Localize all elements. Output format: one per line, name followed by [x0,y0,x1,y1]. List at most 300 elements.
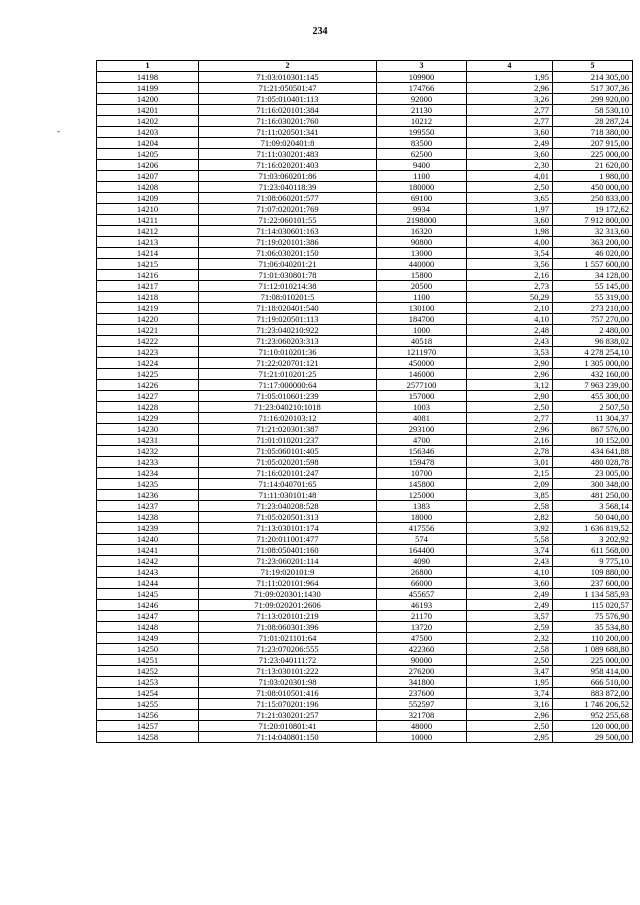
cadastral-number-cell: 71:03:020301:98 [199,677,377,688]
row-number-cell: 14229 [97,413,199,424]
value-cell: 55 319,00 [553,292,633,303]
row-number-cell: 14214 [97,248,199,259]
area-cell: 164400 [377,545,467,556]
row-number-cell: 14204 [97,138,199,149]
area-cell: 4081 [377,413,467,424]
rate-cell: 2,15 [467,468,553,479]
cadastral-number-cell: 71:21:030201:257 [199,710,377,721]
value-cell: 120 000,00 [553,721,633,732]
table-row [97,644,633,655]
area-cell: 321708 [377,710,467,721]
rate-cell: 3,60 [467,127,553,138]
rate-cell: 1,95 [467,72,553,83]
cadastral-number-cell: 71:01:010201:237 [199,435,377,446]
table-row [97,710,633,721]
rate-cell: 2,90 [467,391,553,402]
rate-cell: 2,73 [467,281,553,292]
table-row [97,369,633,380]
row-number-cell: 14226 [97,380,199,391]
rate-cell: 5,58 [467,534,553,545]
rate-cell: 2,96 [467,710,553,721]
value-cell: 109 880,00 [553,567,633,578]
value-cell: 225 000,00 [553,149,633,160]
cadastral-number-cell: 71:01:021101:64 [199,633,377,644]
rate-cell: 2,95 [467,732,553,743]
table-row [97,721,633,732]
table-row [97,105,633,116]
table-row [97,149,633,160]
value-cell: 58 530,10 [553,105,633,116]
row-number-cell: 14244 [97,578,199,589]
cadastral-number-cell: 71:08:060301:396 [199,622,377,633]
row-number-cell: 14215 [97,259,199,270]
cadastral-number-cell: 71:05:010601:239 [199,391,377,402]
row-number-cell: 14207 [97,171,199,182]
value-cell: 46 020,00 [553,248,633,259]
area-cell: 92000 [377,94,467,105]
value-cell: 455 300,00 [553,391,633,402]
rate-cell: 2,96 [467,424,553,435]
rate-cell: 3,26 [467,94,553,105]
cadastral-number-cell: 71:01:030801:78 [199,270,377,281]
rate-cell: 2,59 [467,622,553,633]
value-cell: 666 510,00 [553,677,633,688]
cadastral-number-cell: 71:23:040208:528 [199,501,377,512]
value-cell: 867 576,00 [553,424,633,435]
table-row [97,402,633,413]
cadastral-number-cell: 71:08:010501:416 [199,688,377,699]
cadastral-number-cell: 71:23:040210:922 [199,325,377,336]
cadastral-value-table [96,60,633,743]
rate-cell: 2,58 [467,644,553,655]
cadastral-number-cell: 71:03:060201:86 [199,171,377,182]
value-cell: 4 278 254,10 [553,347,633,358]
area-cell: 1000 [377,325,467,336]
cadastral-number-cell: 71:06:040201:21 [199,259,377,270]
row-number-cell: 14258 [97,732,199,743]
row-number-cell: 14242 [97,556,199,567]
area-cell: 156346 [377,446,467,457]
rate-cell: 2,50 [467,182,553,193]
table-row [97,633,633,644]
area-cell: 9934 [377,204,467,215]
area-cell: 574 [377,534,467,545]
column-header-1: 1 [97,61,199,72]
row-number-cell: 14200 [97,94,199,105]
rate-cell: 1,95 [467,677,553,688]
table-row [97,215,633,226]
table-row [97,688,633,699]
area-cell: 4090 [377,556,467,567]
cadastral-number-cell: 71:08:010201:5 [199,292,377,303]
table-row [97,281,633,292]
cadastral-number-cell: 71:11:020501:341 [199,127,377,138]
rate-cell: 4,00 [467,237,553,248]
value-cell: 481 250,00 [553,490,633,501]
table-row [97,534,633,545]
cadastral-number-cell: 71:05:020501:313 [199,512,377,523]
value-cell: 207 915,00 [553,138,633,149]
row-number-cell: 14208 [97,182,199,193]
area-cell: 21170 [377,611,467,622]
rate-cell: 2,50 [467,402,553,413]
cadastral-number-cell: 71:11:020101:964 [199,578,377,589]
rate-cell: 3,85 [467,490,553,501]
row-number-cell: 14255 [97,699,199,710]
rate-cell: 2,10 [467,303,553,314]
row-number-cell: 14248 [97,622,199,633]
area-cell: 40518 [377,336,467,347]
table-row [97,325,633,336]
rate-cell: 2,50 [467,721,553,732]
area-cell: 276200 [377,666,467,677]
cadastral-number-cell: 71:15:070201:196 [199,699,377,710]
value-cell: 110 200,00 [553,633,633,644]
table-row [97,424,633,435]
rate-cell: 2,77 [467,413,553,424]
table-row [97,380,633,391]
table-row [97,127,633,138]
table-row [97,677,633,688]
row-number-cell: 14234 [97,468,199,479]
cadastral-number-cell: 71:07:020201:769 [199,204,377,215]
cadastral-number-cell: 71:09:020301:1430 [199,589,377,600]
value-cell: 1 134 585,93 [553,589,633,600]
table-row [97,666,633,677]
value-cell: 2 480,00 [553,325,633,336]
value-cell: 480 028,78 [553,457,633,468]
table-row [97,303,633,314]
cadastral-number-cell: 71:16:030201:760 [199,116,377,127]
rate-cell: 4,10 [467,314,553,325]
rate-cell: 2,78 [467,446,553,457]
area-cell: 455657 [377,589,467,600]
rate-cell: 3,60 [467,215,553,226]
row-number-cell: 14205 [97,149,199,160]
cadastral-number-cell: 71:13:030101:174 [199,523,377,534]
table-row [97,501,633,512]
cadastral-number-cell: 71:20:010801:41 [199,721,377,732]
area-cell: 48000 [377,721,467,732]
cadastral-number-cell: 71:22:060101:55 [199,215,377,226]
table-row [97,138,633,149]
table-row [97,391,633,402]
row-number-cell: 14253 [97,677,199,688]
rate-cell: 2,90 [467,358,553,369]
value-cell: 115 020,57 [553,600,633,611]
table-row [97,314,633,325]
area-cell: 26800 [377,567,467,578]
area-cell: 9400 [377,160,467,171]
value-cell: 19 172,62 [553,204,633,215]
row-number-cell: 14249 [97,633,199,644]
table-header [97,61,633,72]
rate-cell: 50,29 [467,292,553,303]
row-number-cell: 14227 [97,391,199,402]
area-cell: 146000 [377,369,467,380]
cadastral-number-cell: 71:05:010401:113 [199,94,377,105]
area-cell: 20500 [377,281,467,292]
table-row [97,171,633,182]
cadastral-number-cell: 71:08:060201:577 [199,193,377,204]
rate-cell: 2,48 [467,325,553,336]
column-header-5: 5 [553,61,633,72]
cadastral-number-cell: 71:13:020101:219 [199,611,377,622]
rate-cell: 3,74 [467,688,553,699]
area-cell: 109900 [377,72,467,83]
page-number: 234 [312,26,328,37]
row-number-cell: 14203 [97,127,199,138]
column-header-4: 4 [467,61,553,72]
value-cell: 9 775,10 [553,556,633,567]
table-row [97,435,633,446]
table-row [97,160,633,171]
row-number-cell: 14231 [97,435,199,446]
table-row [97,446,633,457]
rate-cell: 2,77 [467,105,553,116]
table-body [97,72,633,743]
cadastral-number-cell: 71:09:020401:8 [199,138,377,149]
cadastral-number-cell: 71:18:020401:540 [199,303,377,314]
table-row [97,270,633,281]
rate-cell: 2,82 [467,512,553,523]
area-cell: 184700 [377,314,467,325]
rate-cell: 3,57 [467,611,553,622]
row-number-cell: 14230 [97,424,199,435]
area-cell: 1211970 [377,347,467,358]
rate-cell: 3,47 [467,666,553,677]
row-number-cell: 14250 [97,644,199,655]
value-cell: 35 534,80 [553,622,633,633]
rate-cell: 2,58 [467,501,553,512]
cadastral-number-cell: 71:08:050401:160 [199,545,377,556]
margin-mark: - [57,126,60,136]
rate-cell: 3,60 [467,578,553,589]
table-row [97,292,633,303]
value-cell: 611 568,00 [553,545,633,556]
rate-cell: 3,92 [467,523,553,534]
value-cell: 21 620,00 [553,160,633,171]
row-number-cell: 14211 [97,215,199,226]
rate-cell: 4,01 [467,171,553,182]
table-row [97,94,633,105]
area-cell: 1100 [377,171,467,182]
value-cell: 23 005,00 [553,468,633,479]
rate-cell: 2,16 [467,270,553,281]
area-cell: 21130 [377,105,467,116]
value-cell: 883 872,00 [553,688,633,699]
cadastral-number-cell: 71:19:020101:386 [199,237,377,248]
value-cell: 28 287,24 [553,116,633,127]
area-cell: 174766 [377,83,467,94]
value-cell: 434 641,88 [553,446,633,457]
row-number-cell: 14232 [97,446,199,457]
rate-cell: 1,97 [467,204,553,215]
rate-cell: 1,98 [467,226,553,237]
value-cell: 2 507,50 [553,402,633,413]
column-header-2: 2 [199,61,377,72]
rate-cell: 3,65 [467,193,553,204]
table-row [97,116,633,127]
rate-cell: 2,50 [467,655,553,666]
value-cell: 1 305 000,00 [553,358,633,369]
row-number-cell: 14238 [97,512,199,523]
row-number-cell: 14225 [97,369,199,380]
row-number-cell: 14201 [97,105,199,116]
value-cell: 300 348,00 [553,479,633,490]
area-cell: 10000 [377,732,467,743]
row-number-cell: 14199 [97,83,199,94]
value-cell: 34 128,00 [553,270,633,281]
row-number-cell: 14212 [97,226,199,237]
row-number-cell: 14245 [97,589,199,600]
row-number-cell: 14247 [97,611,199,622]
value-cell: 250 833,00 [553,193,633,204]
value-cell: 1 980,00 [553,171,633,182]
table-row [97,523,633,534]
area-cell: 422360 [377,644,467,655]
value-cell: 75 576,90 [553,611,633,622]
cadastral-number-cell: 71:12:010214:38 [199,281,377,292]
area-cell: 47500 [377,633,467,644]
row-number-cell: 14252 [97,666,199,677]
area-cell: 15800 [377,270,467,281]
rate-cell: 3,53 [467,347,553,358]
area-cell: 130100 [377,303,467,314]
row-number-cell: 14210 [97,204,199,215]
row-number-cell: 14206 [97,160,199,171]
area-cell: 1003 [377,402,467,413]
row-number-cell: 14218 [97,292,199,303]
table-row [97,622,633,633]
row-number-cell: 14224 [97,358,199,369]
table-row [97,226,633,237]
cadastral-number-cell: 71:16:020201:403 [199,160,377,171]
table-row [97,72,633,83]
value-cell: 29 500,00 [553,732,633,743]
rate-cell: 3,01 [467,457,553,468]
row-number-cell: 14236 [97,490,199,501]
area-cell: 199550 [377,127,467,138]
area-cell: 1383 [377,501,467,512]
rate-cell: 3,16 [467,699,553,710]
row-number-cell: 14256 [97,710,199,721]
area-cell: 237600 [377,688,467,699]
rate-cell: 3,54 [467,248,553,259]
table-row [97,457,633,468]
table-row [97,545,633,556]
row-number-cell: 14223 [97,347,199,358]
cadastral-number-cell: 71:21:050501:47 [199,83,377,94]
table-row [97,259,633,270]
value-cell: 7 963 239,00 [553,380,633,391]
rate-cell: 2,96 [467,369,553,380]
value-cell: 517 307,36 [553,83,633,94]
row-number-cell: 14213 [97,237,199,248]
cadastral-number-cell: 71:21:020301:387 [199,424,377,435]
cadastral-number-cell: 71:05:020201:598 [199,457,377,468]
cadastral-number-cell: 71:14:040801:150 [199,732,377,743]
rate-cell: 2,32 [467,633,553,644]
value-cell: 273 210,00 [553,303,633,314]
row-number-cell: 14246 [97,600,199,611]
cadastral-number-cell: 71:23:040118:39 [199,182,377,193]
table-row [97,490,633,501]
cadastral-number-cell: 71:14:040701:65 [199,479,377,490]
area-cell: 10212 [377,116,467,127]
value-cell: 952 255,68 [553,710,633,721]
cadastral-number-cell: 71:14:030601:163 [199,226,377,237]
table-row [97,567,633,578]
table-row [97,589,633,600]
cadastral-number-cell: 71:23:060201:114 [199,556,377,567]
table-row [97,204,633,215]
table-row [97,248,633,259]
table-row [97,336,633,347]
area-cell: 440000 [377,259,467,270]
value-cell: 32 313,60 [553,226,633,237]
area-cell: 293100 [377,424,467,435]
row-number-cell: 14217 [97,281,199,292]
cadastral-number-cell: 71:16:020101:247 [199,468,377,479]
value-cell: 1 089 688,80 [553,644,633,655]
area-cell: 159478 [377,457,467,468]
row-number-cell: 14202 [97,116,199,127]
area-cell: 90000 [377,655,467,666]
rate-cell: 2,30 [467,160,553,171]
area-cell: 145800 [377,479,467,490]
rate-cell: 2,16 [467,435,553,446]
table-row [97,413,633,424]
rate-cell: 2,09 [467,479,553,490]
row-number-cell: 14239 [97,523,199,534]
row-number-cell: 14241 [97,545,199,556]
row-number-cell: 14221 [97,325,199,336]
value-cell: 10 152,00 [553,435,633,446]
cadastral-number-cell: 71:23:040111:72 [199,655,377,666]
table-row [97,556,633,567]
cadastral-number-cell: 71:23:070206:555 [199,644,377,655]
area-cell: 2577100 [377,380,467,391]
cadastral-number-cell: 71:06:030201:150 [199,248,377,259]
cadastral-number-cell: 71:16:020103:12 [199,413,377,424]
rate-cell: 3,12 [467,380,553,391]
cadastral-number-cell: 71:23:040210:1018 [199,402,377,413]
area-cell: 90800 [377,237,467,248]
area-cell: 62500 [377,149,467,160]
row-number-cell: 14235 [97,479,199,490]
table-row [97,578,633,589]
area-cell: 18000 [377,512,467,523]
header-row [97,61,633,72]
cadastral-number-cell: 71:23:060203:313 [199,336,377,347]
value-cell: 225 000,00 [553,655,633,666]
rate-cell: 3,60 [467,149,553,160]
rate-cell: 2,49 [467,138,553,149]
cadastral-number-cell: 71:19:020101:9 [199,567,377,578]
area-cell: 16320 [377,226,467,237]
table-row [97,611,633,622]
table-row [97,83,633,94]
row-number-cell: 14220 [97,314,199,325]
row-number-cell: 14209 [97,193,199,204]
value-cell: 214 305,00 [553,72,633,83]
rate-cell: 2,49 [467,600,553,611]
cadastral-number-cell: 71:19:020501:113 [199,314,377,325]
rate-cell: 2,49 [467,589,553,600]
area-cell: 450000 [377,358,467,369]
value-cell: 958 414,00 [553,666,633,677]
